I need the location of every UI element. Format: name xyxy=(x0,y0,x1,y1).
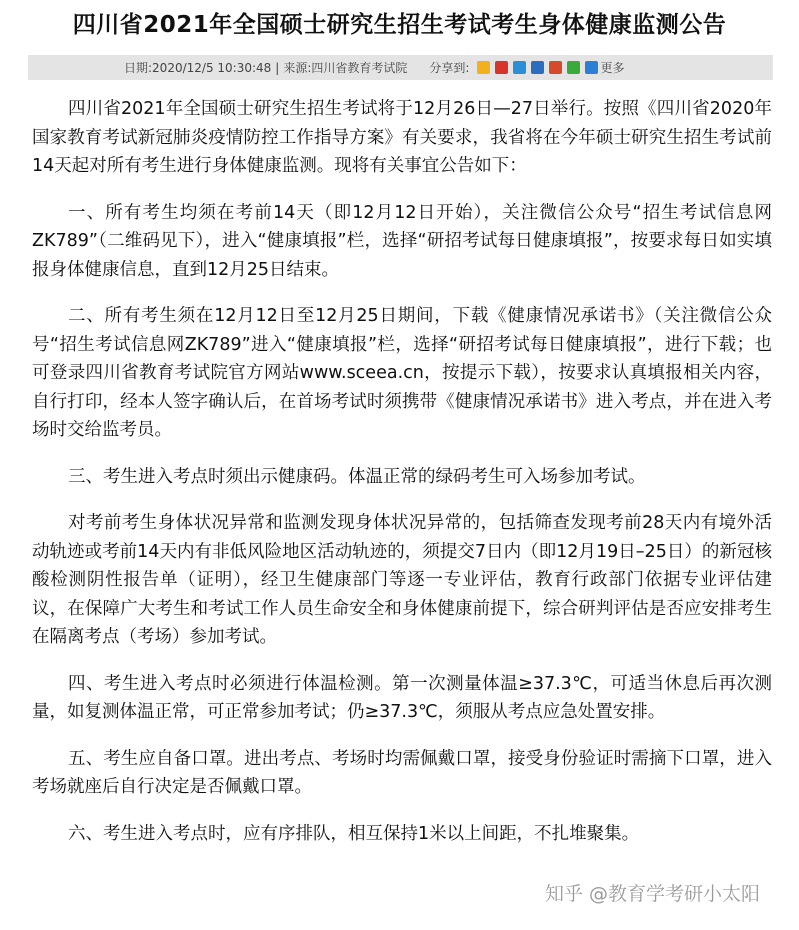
paragraph-item-6: 六、考生进入考点时，应有序排队，相互保持1米以上间距，不扎堆聚集。 xyxy=(68,823,640,844)
article-body xyxy=(32,95,772,866)
paragraph-item-2: 二、所有考生须在12月12日至12月25日期间，下载《健康情况承诺书》（关注微信公众号“招生考试信息网ZK789”进入“健康填报”栏，选择“研招考试每日健康填报”，进行下载；也可登录四川省教育考试院官方网站www.sceea.cn，按提示下载），按要求认真填报相关内容，自行打印，经本人签字确认后，在首场考试时须携带《健康情况承诺书》进入考点，并在进入考场时交给监考员。 xyxy=(32,306,772,440)
page-title: 四川省2021年全国硕士研究生招生考试考生身体健康监测公告 xyxy=(72,12,727,38)
watermark: 知乎 @教育学考研小太阳 xyxy=(545,883,761,905)
weibo-icon[interactable] xyxy=(495,61,508,74)
publish-date: 日期:2020/12/5 10:30:48 xyxy=(124,61,272,75)
paragraph-intro: 四川省2021年全国硕士研究生招生考试将于12月26日—27日举行。按照《四川省2020年国家教育考试新冠肺炎疫情防控工作指导方案》有关要求，我省将在今年硕士研究生招生考试前14天起对所有考生进行身体健康监测。现将有关事宜公告如下： xyxy=(32,99,772,176)
tencent-weibo-icon[interactable] xyxy=(513,61,526,74)
qzone-icon[interactable] xyxy=(477,61,490,74)
paragraph-item-5: 五、考生应自备口罩。进出考点、考场时均需佩戴口罩，接受身份验证时需摘下口罩，进入考场就座后自行决定是否佩戴口罩。 xyxy=(32,748,772,797)
meta-bar xyxy=(28,55,773,80)
paragraph-item-1: 一、所有考生均须在考前14天（即12月12日开始），关注微信公众号“招生考试信息网ZK789”（二维码见下），进入“健康填报”栏，选择“研招考试每日健康填报”，按要求每日如实填报身体健康信息，直到12月25日结束。 xyxy=(32,202,772,280)
renren-icon[interactable] xyxy=(531,61,544,74)
meta-separator: | xyxy=(275,60,280,75)
more-link[interactable]: 更多 xyxy=(600,61,625,75)
paragraph-abnormal: 对考前考生身体状况异常和监测发现身体状况异常的，包括筛查发现考前28天内有境外活动轨迹或考前14天内有非低风险地区活动轨迹的，须提交7日内（即12月19日–25日）的新冠核酸检测阴性报告单（证明），经卫生健康部门等逐一专业评估，教育行政部门依据专业评估建议，在保障广大考生和考试工作人员生命安全和身体健康前提下，综合研判评估是否应安排考生在隔离考点（考场）参加考试。 xyxy=(32,513,772,647)
paragraph-item-3: 三、考生进入考点时须出示健康码。体温正常的绿码考生可入场参加考试。 xyxy=(68,466,646,487)
source-label: 来源:四川省教育考试院 xyxy=(283,61,408,75)
plus-icon[interactable] xyxy=(585,61,598,74)
kaixin-icon[interactable] xyxy=(549,61,562,74)
share-label: 分享到: xyxy=(429,61,470,75)
paragraph-item-4: 四、考生进入考点时必须进行体温检测。第一次测量体温≥37.3℃，可适当休息后再次测量，如复测体温正常，可正常参加考试；仍≥37.3℃，须服从考点应急处置安排。 xyxy=(32,673,772,722)
wechat-icon[interactable] xyxy=(567,61,580,74)
